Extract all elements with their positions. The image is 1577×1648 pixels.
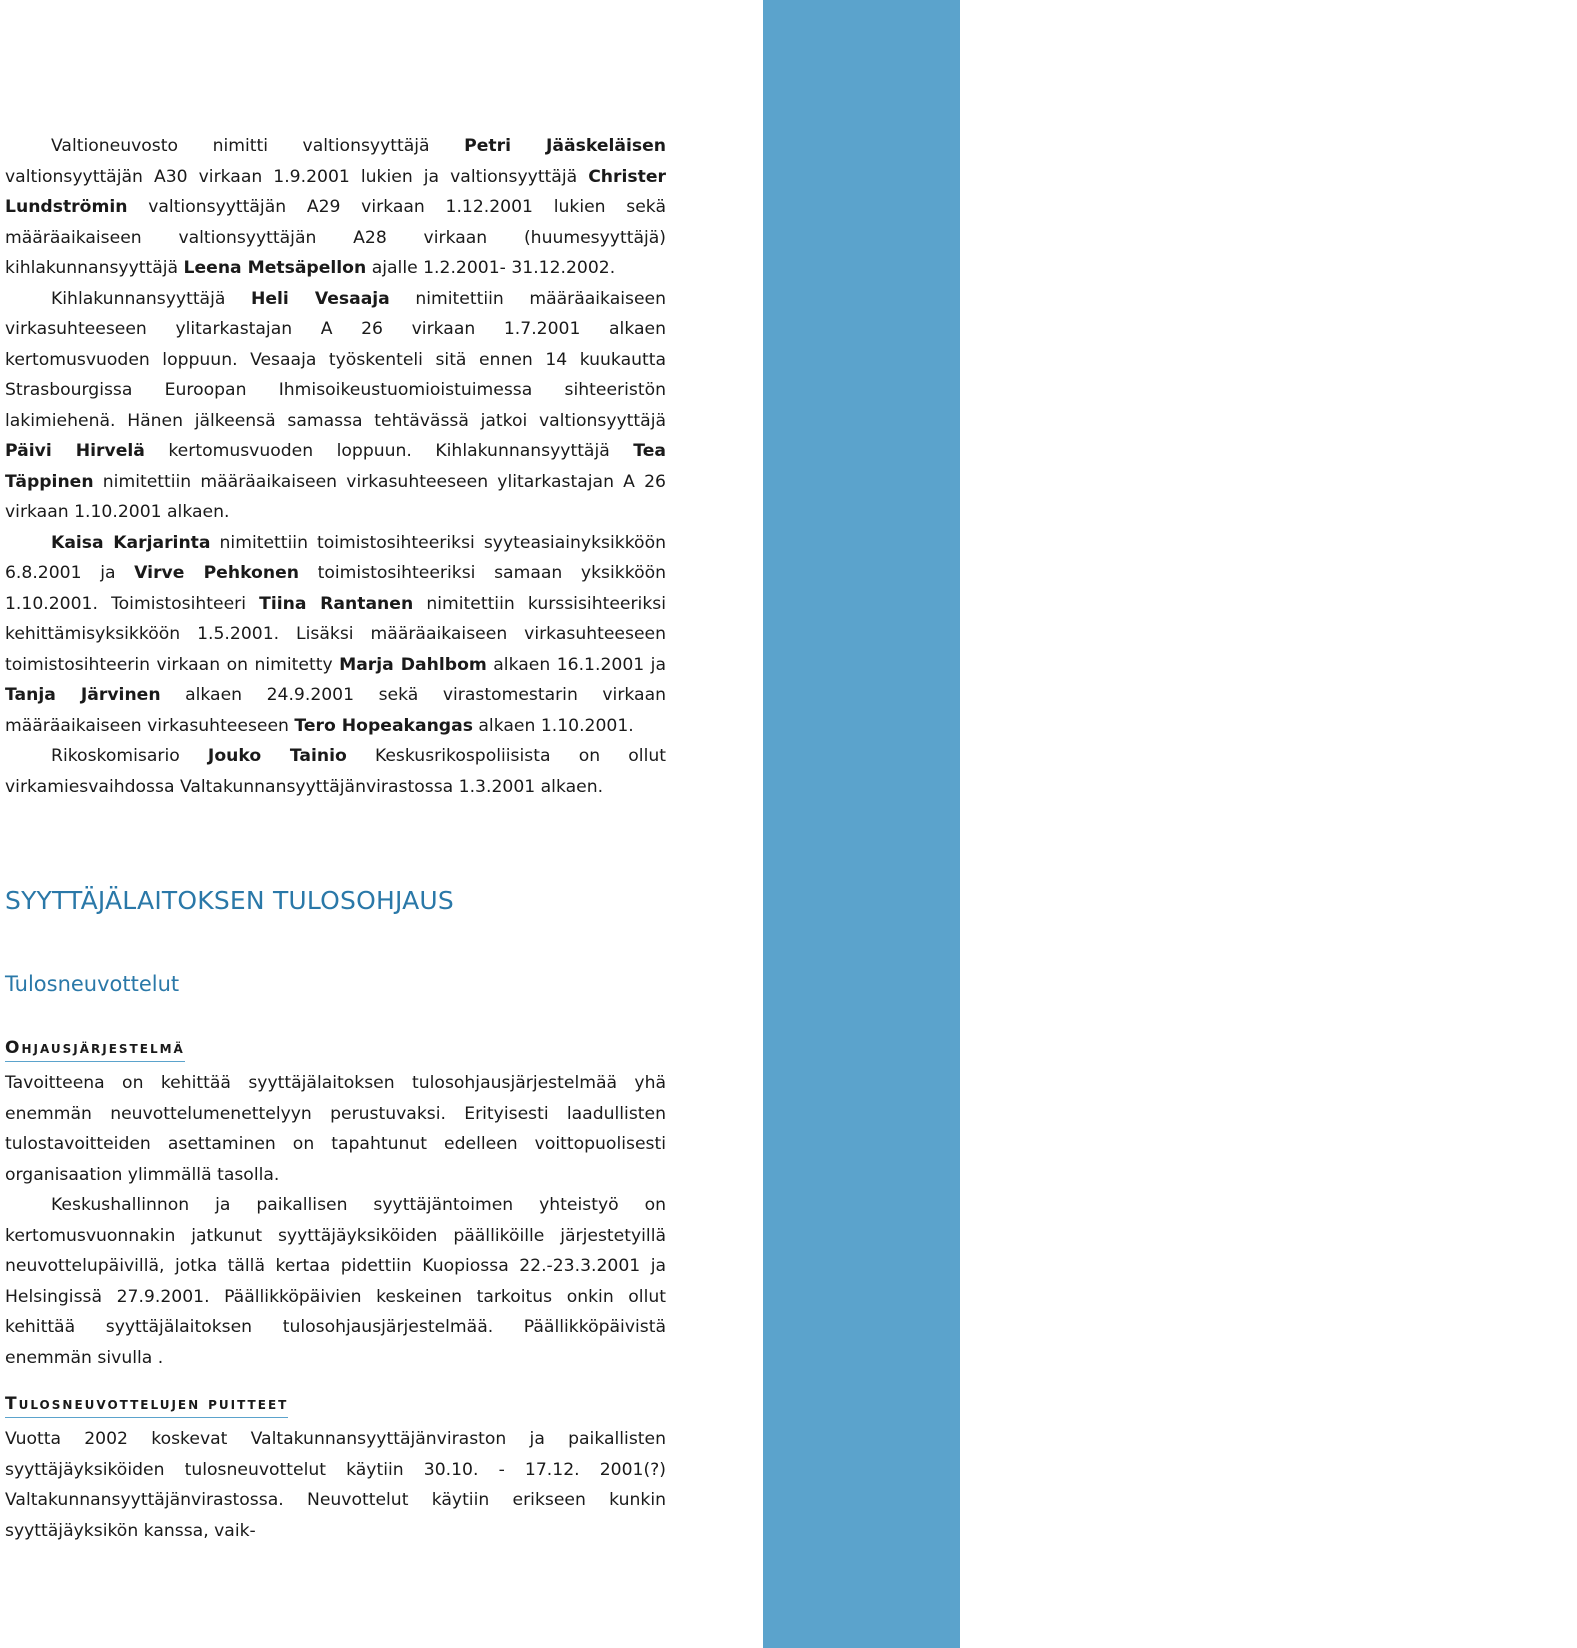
text-run: Keskusrikospoliisista on ollut virkamiesvaihdossa Valtakunnansyyttäjänvirastossa 1.3.2001 alkaen. — [5, 746, 666, 797]
text-run: kertomusvuoden loppuun. Kihlakunnansyyttäjä — [144, 441, 634, 461]
person-name: Heli Vesaaja — [250, 288, 390, 309]
paragraph: Tavoitteena on kehittää syyttäjälaitoksen tulosohjausjärjestelmää yhä enemmän neuvottelumenettelyyn perustuvaksi. Erityisesti laadullisten tulostavoitteiden asettaminen on tapahtunut edelleen voittopuolisesti organisaation ylimmällä tasolla. — [5, 1073, 666, 1185]
text-run: valtionsyyttäjän A30 virkaan 1.9.2001 lukien ja valtionsyyttäjä — [5, 166, 589, 187]
person-name: Tea Täppinen — [5, 441, 666, 492]
puitteet-heading: Tulosneuvottelujen puitteet — [5, 1394, 288, 1418]
text-run: alkaen 16.1.2001 ja — [486, 654, 666, 675]
text-run: valtionsyyttäjän A29 virkaan 1.12.2001 lukien sekä määräaikaiseen valtionsyyttäjän A28 virkaan (huumesyyttäjä) kihlakunnansyyttäjä — [5, 197, 666, 278]
text-run: nimitettiin toimistosihteeriksi syyteasiainyksikköön 6.8.2001 ja — [5, 532, 666, 583]
person-name: Leena Metsäpellon — [183, 258, 367, 278]
section-heading: SYYTTÄJÄLAITOKSEN TULOSOHJAUS — [5, 886, 454, 915]
person-name: Jouko Tainio — [207, 746, 347, 766]
subsection-heading: Tulosneuvottelut — [5, 972, 180, 996]
person-name: Marja Dahlbom — [339, 654, 487, 675]
text-run: Valtioneuvosto nimitti valtionsyyttäjä — [51, 136, 465, 156]
person-name: Kaisa Karjarinta — [51, 532, 211, 553]
person-name: Päivi Hirvelä — [5, 441, 145, 461]
paragraph-staff — [5, 528, 666, 742]
text-run: toimistosihteeriksi samaan yksikköön 1.10.2001. Toimistosihteeri — [5, 563, 667, 614]
text-run: Rikoskomisario — [51, 746, 208, 766]
paragraph-vesaaja — [5, 284, 666, 528]
page-number: 15 — [1553, 1496, 1577, 1516]
paragraph: Vuotta 2002 koskevat Valtakunnansyyttäjänviraston ja paikallisten syyttäjäyksiköiden tulosneuvottelut käytiin 30.10. - 17.12. 2001(?) Valtakunnansyyttäjänvirastossa. Neuvottelut käytiin erikseen kunkin syyttäjäyksikön kanssa, vaik- — [5, 1429, 666, 1541]
intro-body — [5, 131, 666, 802]
text-run: alkaen 24.9.2001 sekä virastomestarin virkaan määräaikaiseen virkasuhteeseen — [5, 685, 666, 736]
ohjausjarjestelma-heading: Ohjausjärjestelmä — [5, 1038, 185, 1062]
sidebar-band — [763, 0, 1577, 1648]
text-run: ajalle 1.2.2001- 31.12.2002. — [366, 258, 616, 278]
person-name: Christer Lundströmin — [5, 166, 666, 217]
text-run: nimitettiin määräaikaiseen virkasuhteeseen ylitarkastajan A 26 virkaan 1.7.2001 alkaen kertomusvuoden loppuun. Vesaaja työskenteli sitä ennen 14 kuukautta Strasbourgissa Euroopan Ihmisoikeustuomioistuimessa sihteeristön lakimiehenä. Hänen jälkeensä samassa tehtävässä jatkoi valtionsyyttäjä — [5, 288, 666, 431]
person-name: Tero Hopeakangas — [294, 715, 473, 736]
person-name: Petri Jääskeläisen — [464, 136, 666, 156]
paragraph-appointments — [5, 131, 666, 284]
person-name: Virve Pehkonen — [134, 563, 299, 583]
text-run: alkaen 1.10.2001. — [472, 715, 634, 736]
text-run: nimitettiin kurssisihteeriksi kehittämisyksikköön 1.5.2001. Lisäksi määräaikaiseen virkasuhteeseen toimistosihteerin virkaan on nimitetty — [5, 593, 666, 675]
text-run: Kihlakunnansyyttäjä — [51, 288, 251, 309]
person-name: Tanja Järvinen — [5, 685, 161, 705]
paragraph-tainio — [5, 741, 666, 802]
puitteet-body — [5, 1424, 666, 1546]
text-run: nimitettiin määräaikaiseen virkasuhteeseen ylitarkastajan A 26 virkaan 1.10.2001 alkaen. — [5, 471, 666, 522]
paragraph: Keskushallinnon ja paikallisen syyttäjäntoimen yhteistyö on kertomusvuonnakin jatkunut syyttäjäyksiköiden päälliköille järjestetyillä neuvottelupäivillä, jotka tällä kertaa pidettiin Kuopiossa 22.-23.3.2001 ja Helsingissä 27.9.2001. Päällikköpäivien keskeinen tarkoitus onkin ollut kehittää syyttäjälaitoksen tulosohjausjärjestelmää. Päällikköpäivistä enemmän sivulla . — [5, 1195, 666, 1368]
person-name: Tiina Rantanen — [259, 593, 414, 614]
ohjausjarjestelma-body — [5, 1068, 666, 1373]
